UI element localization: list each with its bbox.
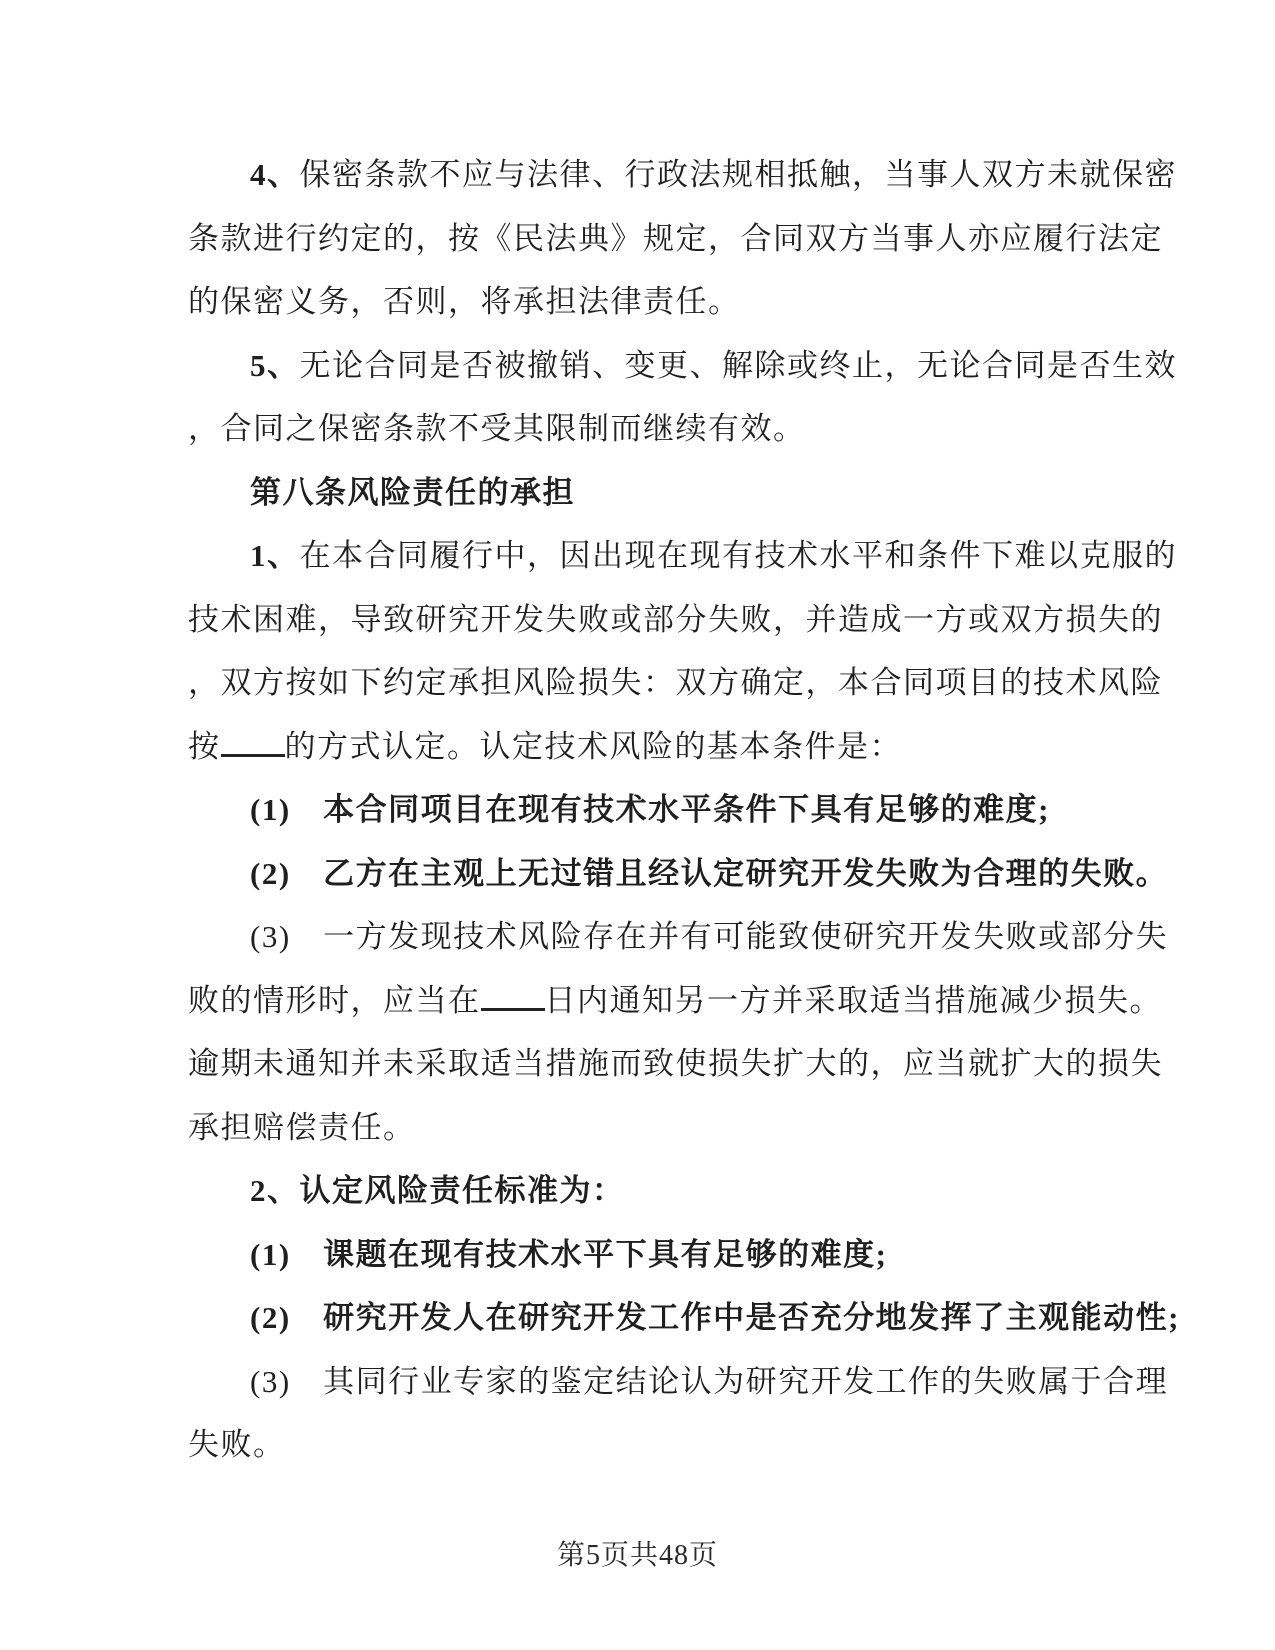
clause-text: 的保密义务，否则，将承担法律责任。 xyxy=(188,284,741,319)
clause-text: 无论合同是否被撤销、变更、解除或终止，无论合同是否生效 xyxy=(299,347,1177,383)
clause-number: 1、 xyxy=(250,538,300,573)
clause-line xyxy=(188,207,1163,271)
clause-line xyxy=(188,588,1163,652)
clause-line xyxy=(188,524,1177,588)
fill-in-blank xyxy=(481,1002,545,1011)
list-item-text: (2) 乙方在主观上无过错且经认定研究开发失败为合理的失败。 xyxy=(250,855,1169,891)
clause-number: 4、 xyxy=(250,157,300,192)
clause-line xyxy=(188,143,1177,207)
clause-text: 败的情形时，应当在 xyxy=(188,982,481,1018)
clause-text: 失败。 xyxy=(188,1427,286,1462)
contract-text-block xyxy=(188,143,1180,1477)
list-item xyxy=(188,1350,1169,1414)
clause-line xyxy=(188,1159,1098,1223)
clause-line xyxy=(188,397,1098,461)
list-item-text: (3) 其同行业专家的鉴定结论认为研究开发工作的失败属于合理 xyxy=(250,1363,1169,1399)
clause-text: 保密条款不应与法律、行政法规相抵触，当事人双方未就保密 xyxy=(299,157,1177,192)
clause-text: ，合同之保密条款不受其限制而继续有效。 xyxy=(188,411,806,446)
section-heading-text: 第八条风险责任的承担 xyxy=(250,474,575,510)
clause-line xyxy=(188,1096,1098,1160)
page-number: 第5页共48页 xyxy=(556,1540,718,1571)
clause-line xyxy=(188,1032,1163,1096)
clause-text: 条款进行约定的，按《民法典》规定，合同双方当事人亦应履行法定 xyxy=(188,220,1163,256)
list-item-text: (1) 课题在现有技术水平下具有足够的难度; xyxy=(250,1236,888,1272)
clause-text: 逾期未通知并未采取适当措施而致使损失扩大的，应当就扩大的损失 xyxy=(188,1046,1163,1081)
clause-line xyxy=(188,651,1163,715)
clause-text: 的方式认定。认定技术风险的基本条件是： xyxy=(284,728,902,764)
clause-line xyxy=(188,334,1177,398)
list-item xyxy=(188,778,1098,842)
clause-text: 2、认定风险责任标准为： xyxy=(250,1173,625,1208)
fill-in-blank xyxy=(221,748,285,757)
section-heading xyxy=(188,461,1098,525)
list-item xyxy=(188,842,1169,906)
list-item xyxy=(188,905,1169,969)
clause-text: 日内通知另一方并采取适当措施减少损失。 xyxy=(544,982,1162,1018)
clause-line xyxy=(188,1413,1098,1477)
clause-line xyxy=(188,969,1162,1033)
list-item-text: (3) 一方发现技术风险存在并有可能致使研究开发失败或部分失 xyxy=(250,919,1169,954)
clause-line xyxy=(188,715,1098,779)
list-item-text: (1) 本合同项目在现有技术水平条件下具有足够的难度; xyxy=(250,792,1050,827)
clause-line xyxy=(188,270,1098,334)
list-item xyxy=(188,1223,1098,1287)
clause-number: 5、 xyxy=(250,347,300,383)
clause-text: 在本合同履行中，因出现在现有技术水平和条件下难以克服的 xyxy=(299,538,1177,573)
clause-text: 承担赔偿责任。 xyxy=(188,1109,416,1145)
clause-text: ，双方按如下约定承担风险损失：双方确定，本合同项目的技术风险 xyxy=(188,665,1163,700)
clause-text: 技术困难，导致研究开发失败或部分失败，并造成一方或双方损失的 xyxy=(188,601,1163,637)
list-item-text: (2) 研究开发人在研究开发工作中是否充分地发挥了主观能动性; xyxy=(250,1300,1180,1335)
clause-text: 按 xyxy=(188,728,221,764)
list-item xyxy=(188,1286,1180,1350)
